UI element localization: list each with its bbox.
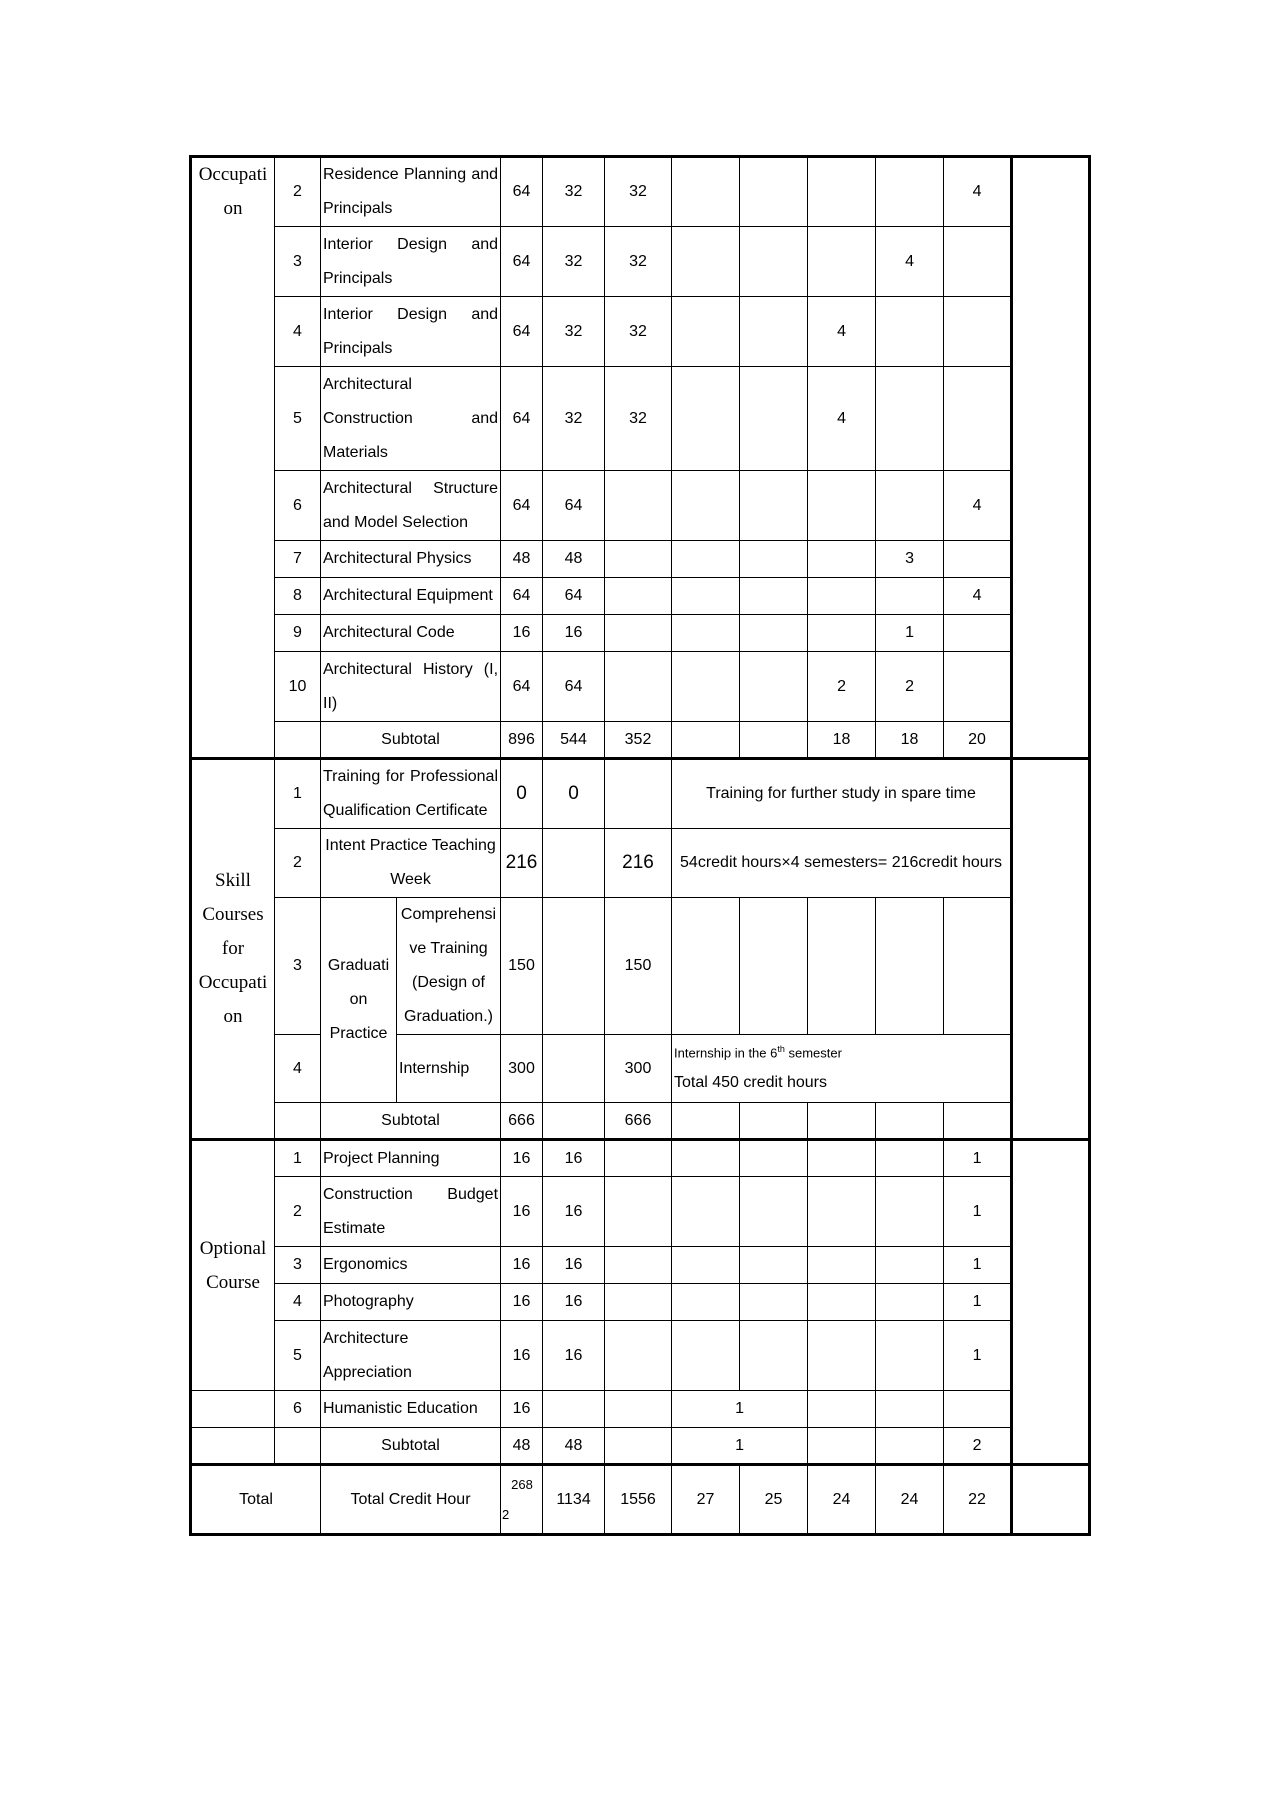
course-name: Ergonomics bbox=[321, 1247, 501, 1284]
semester-1 bbox=[672, 297, 740, 367]
total-hours: 0 bbox=[501, 759, 543, 829]
lecture-hours: 0 bbox=[543, 759, 605, 829]
semester-5 bbox=[944, 541, 1012, 578]
table-row bbox=[191, 652, 1090, 722]
course-no: 8 bbox=[275, 578, 321, 615]
course-no: 3 bbox=[275, 227, 321, 297]
total-hours: 64 bbox=[501, 578, 543, 615]
course-no: 9 bbox=[275, 615, 321, 652]
category-skill: Skill Courses for Occupati on bbox=[191, 759, 275, 1140]
table-row bbox=[191, 1177, 1090, 1247]
semester-4 bbox=[876, 1321, 944, 1391]
semester-5: 4 bbox=[944, 157, 1012, 227]
semester-4: 3 bbox=[876, 541, 944, 578]
semester-2 bbox=[740, 1177, 808, 1247]
semester-1 bbox=[672, 578, 740, 615]
semester-1 bbox=[672, 1140, 740, 1177]
total-hours: 666 bbox=[501, 1103, 543, 1140]
course-no: 5 bbox=[275, 367, 321, 471]
practice-hours: 300 bbox=[605, 1035, 672, 1103]
curriculum-table bbox=[189, 155, 1091, 1536]
practice-hours bbox=[605, 578, 672, 615]
lecture-hours: 32 bbox=[543, 227, 605, 297]
training-note: Training for further study in spare time bbox=[672, 759, 1012, 829]
semester-4 bbox=[876, 471, 944, 541]
practice-hours: 666 bbox=[605, 1103, 672, 1140]
semester-3 bbox=[808, 227, 876, 297]
course-no: 4 bbox=[275, 297, 321, 367]
semester-1 bbox=[672, 1321, 740, 1391]
semester-1 bbox=[672, 1177, 740, 1247]
practice-hours: 32 bbox=[605, 297, 672, 367]
table-row bbox=[191, 1140, 1090, 1177]
semester-4 bbox=[876, 367, 944, 471]
semester-5: 1 bbox=[944, 1321, 1012, 1391]
semester-3: 2 bbox=[808, 652, 876, 722]
semester-1 bbox=[672, 471, 740, 541]
semester-4 bbox=[876, 1428, 944, 1465]
lecture-hours: 32 bbox=[543, 157, 605, 227]
total-hours: 64 bbox=[501, 367, 543, 471]
table-row bbox=[191, 829, 1090, 898]
semester-2 bbox=[740, 1284, 808, 1321]
semester-3: 4 bbox=[808, 297, 876, 367]
semester-2 bbox=[740, 471, 808, 541]
lecture-hours: 48 bbox=[543, 541, 605, 578]
course-no: 6 bbox=[275, 471, 321, 541]
practice-hours bbox=[605, 652, 672, 722]
subtotal-row bbox=[191, 722, 1090, 759]
credit-hours-note: 54credit hours×4 semesters= 216credit hours bbox=[672, 829, 1012, 898]
practice-hours bbox=[605, 615, 672, 652]
course-no bbox=[275, 1428, 321, 1465]
semester-5 bbox=[944, 898, 1012, 1035]
practice-hours: 150 bbox=[605, 898, 672, 1035]
semester-2 bbox=[740, 1140, 808, 1177]
course-name: Internship bbox=[397, 1035, 501, 1103]
lecture-hours: 16 bbox=[543, 1284, 605, 1321]
semester-5: 20 bbox=[944, 722, 1012, 759]
semester-5 bbox=[944, 1391, 1012, 1428]
semester-3: 4 bbox=[808, 367, 876, 471]
semester-1 bbox=[672, 615, 740, 652]
course-no: 2 bbox=[275, 829, 321, 898]
semester-5: 4 bbox=[944, 471, 1012, 541]
lecture-hours: 16 bbox=[543, 1177, 605, 1247]
semester-5: 2 bbox=[944, 1428, 1012, 1465]
course-name: Photography bbox=[321, 1284, 501, 1321]
semester-2 bbox=[740, 541, 808, 578]
semester-4 bbox=[876, 578, 944, 615]
table-row bbox=[191, 367, 1090, 471]
total-hours: 48 bbox=[501, 541, 543, 578]
semester-1 bbox=[672, 1103, 740, 1140]
semester-3 bbox=[808, 898, 876, 1035]
semester-2 bbox=[740, 157, 808, 227]
semester-5: 22 bbox=[944, 1465, 1012, 1535]
practice-hours bbox=[605, 1140, 672, 1177]
total-hours: 896 bbox=[501, 722, 543, 759]
semester-3 bbox=[808, 1284, 876, 1321]
semester-4: 2 bbox=[876, 652, 944, 722]
practice-hours: 352 bbox=[605, 722, 672, 759]
table-row bbox=[191, 1391, 1090, 1428]
course-name: Residence Planning and Principals bbox=[321, 157, 501, 227]
total-hours: 16 bbox=[501, 1140, 543, 1177]
semester-3 bbox=[808, 1321, 876, 1391]
semester-1 bbox=[672, 227, 740, 297]
course-no: 7 bbox=[275, 541, 321, 578]
total-hours: 64 bbox=[501, 652, 543, 722]
lecture-hours bbox=[543, 1391, 605, 1428]
lecture-hours: 16 bbox=[543, 1321, 605, 1391]
total-row bbox=[191, 1465, 1090, 1535]
semester-1 bbox=[672, 898, 740, 1035]
semester-2 bbox=[740, 578, 808, 615]
total-label: Total bbox=[191, 1465, 321, 1535]
semester-2 bbox=[740, 367, 808, 471]
course-name: Architectural Construction and Materials bbox=[321, 367, 501, 471]
course-name: Architectural Structure and Model Selection bbox=[321, 471, 501, 541]
semester-3 bbox=[808, 1247, 876, 1284]
practice-hours bbox=[605, 1391, 672, 1428]
table-row bbox=[191, 541, 1090, 578]
practice-hours bbox=[605, 1177, 672, 1247]
course-name: Interior Design and Principals bbox=[321, 227, 501, 297]
course-name: Architectural Physics bbox=[321, 541, 501, 578]
course-no: 2 bbox=[275, 1177, 321, 1247]
practice-hours: 32 bbox=[605, 367, 672, 471]
semester-3 bbox=[808, 1103, 876, 1140]
semester-1 bbox=[672, 367, 740, 471]
semester-5: 1 bbox=[944, 1177, 1012, 1247]
semester-4: 4 bbox=[876, 227, 944, 297]
practice-hours bbox=[605, 471, 672, 541]
semester-5: 1 bbox=[944, 1284, 1012, 1321]
semester-2 bbox=[740, 1321, 808, 1391]
semester-3 bbox=[808, 1391, 876, 1428]
course-no: 3 bbox=[275, 1247, 321, 1284]
lecture-hours bbox=[543, 898, 605, 1035]
semester-2 bbox=[740, 227, 808, 297]
lecture-hours bbox=[543, 829, 605, 898]
course-no: 4 bbox=[275, 1035, 321, 1103]
subtotal-label: Subtotal bbox=[321, 722, 501, 759]
category-blank bbox=[191, 1391, 275, 1428]
practice-hours: 32 bbox=[605, 227, 672, 297]
remarks-cell bbox=[1012, 157, 1090, 759]
semester-5: 1 bbox=[944, 1140, 1012, 1177]
total-hours: 64 bbox=[501, 157, 543, 227]
remarks-cell bbox=[1012, 1140, 1090, 1465]
lecture-hours: 16 bbox=[543, 615, 605, 652]
table-row bbox=[191, 1321, 1090, 1391]
course-no bbox=[275, 722, 321, 759]
semester-4 bbox=[876, 297, 944, 367]
internship-note-line1: Internship in the 6th semester bbox=[674, 1044, 842, 1061]
lecture-hours: 16 bbox=[543, 1247, 605, 1284]
internship-note-line2: Total 450 credit hours bbox=[674, 1073, 827, 1091]
semester-1: 27 bbox=[672, 1465, 740, 1535]
course-name: Intent Practice Teaching Week bbox=[321, 829, 501, 898]
remarks-cell bbox=[1012, 759, 1090, 1140]
semester-3 bbox=[808, 157, 876, 227]
semester-4: 1 bbox=[876, 615, 944, 652]
course-no bbox=[275, 1103, 321, 1140]
semester-4 bbox=[876, 1247, 944, 1284]
semester-4 bbox=[876, 1391, 944, 1428]
category-blank bbox=[191, 1428, 275, 1465]
internship-note bbox=[672, 1035, 1012, 1103]
semester-2: 25 bbox=[740, 1465, 808, 1535]
semester-2 bbox=[740, 1247, 808, 1284]
course-no: 4 bbox=[275, 1284, 321, 1321]
total-hours: 150 bbox=[501, 898, 543, 1035]
graduation-practice-group: Graduati on Practice bbox=[321, 898, 397, 1103]
total-hours: 64 bbox=[501, 471, 543, 541]
semester-1 bbox=[672, 722, 740, 759]
semester-5 bbox=[944, 615, 1012, 652]
category-optional: Optional Course bbox=[191, 1140, 275, 1391]
total-hours: 64 bbox=[501, 227, 543, 297]
table-row bbox=[191, 471, 1090, 541]
semester-2 bbox=[740, 898, 808, 1035]
practice-hours bbox=[605, 1321, 672, 1391]
semester-2 bbox=[740, 652, 808, 722]
semester-3: 18 bbox=[808, 722, 876, 759]
semester-4 bbox=[876, 898, 944, 1035]
total-hours: 16 bbox=[501, 1391, 543, 1428]
total-hours: 64 bbox=[501, 297, 543, 367]
table-row bbox=[191, 1284, 1090, 1321]
semester-3 bbox=[808, 1140, 876, 1177]
subtotal-label: Subtotal bbox=[321, 1428, 501, 1465]
lecture-hours: 64 bbox=[543, 471, 605, 541]
semester-2 bbox=[740, 1103, 808, 1140]
semester-1-2: 1 bbox=[672, 1391, 808, 1428]
practice-hours bbox=[605, 1284, 672, 1321]
practice-hours: 1556 bbox=[605, 1465, 672, 1535]
semester-3 bbox=[808, 1177, 876, 1247]
remarks-cell bbox=[1012, 1465, 1090, 1535]
subtotal-row bbox=[191, 1428, 1090, 1465]
semester-3 bbox=[808, 578, 876, 615]
semester-3 bbox=[808, 471, 876, 541]
course-name: Architectural History (I, II) bbox=[321, 652, 501, 722]
semester-5 bbox=[944, 227, 1012, 297]
course-name: Humanistic Education bbox=[321, 1391, 501, 1428]
lecture-hours: 64 bbox=[543, 652, 605, 722]
total-hours: 300 bbox=[501, 1035, 543, 1103]
lecture-hours: 32 bbox=[543, 367, 605, 471]
semester-5 bbox=[944, 1103, 1012, 1140]
table-row bbox=[191, 297, 1090, 367]
lecture-hours: 1134 bbox=[543, 1465, 605, 1535]
semester-2 bbox=[740, 615, 808, 652]
subtotal-label: Subtotal bbox=[321, 1103, 501, 1140]
total-hours: 16 bbox=[501, 1177, 543, 1247]
course-name: Project Planning bbox=[321, 1140, 501, 1177]
semester-1-2: 1 bbox=[672, 1428, 808, 1465]
course-no: 6 bbox=[275, 1391, 321, 1428]
semester-4 bbox=[876, 157, 944, 227]
total-hours: 16 bbox=[501, 1321, 543, 1391]
total-hours: 16 bbox=[501, 1284, 543, 1321]
course-no: 10 bbox=[275, 652, 321, 722]
lecture-hours bbox=[543, 1035, 605, 1103]
semester-5: 1 bbox=[944, 1247, 1012, 1284]
semester-1 bbox=[672, 1284, 740, 1321]
semester-4: 24 bbox=[876, 1465, 944, 1535]
practice-hours: 216 bbox=[605, 829, 672, 898]
semester-1 bbox=[672, 1247, 740, 1284]
practice-hours bbox=[605, 1428, 672, 1465]
course-name: Comprehensi ve Training (Design of Graduation.) bbox=[397, 898, 501, 1035]
table-row bbox=[191, 578, 1090, 615]
course-name: Interior Design and Principals bbox=[321, 297, 501, 367]
course-no: 1 bbox=[275, 759, 321, 829]
semester-3 bbox=[808, 1428, 876, 1465]
table-row bbox=[191, 157, 1090, 227]
course-no: 5 bbox=[275, 1321, 321, 1391]
total-hours: 16 bbox=[501, 1247, 543, 1284]
semester-3 bbox=[808, 615, 876, 652]
lecture-hours: 48 bbox=[543, 1428, 605, 1465]
course-name: Architecture Appreciation bbox=[321, 1321, 501, 1391]
table-row bbox=[191, 1247, 1090, 1284]
semester-1 bbox=[672, 541, 740, 578]
practice-hours: 32 bbox=[605, 157, 672, 227]
semester-5 bbox=[944, 652, 1012, 722]
course-no: 3 bbox=[275, 898, 321, 1035]
semester-4 bbox=[876, 1177, 944, 1247]
semester-3 bbox=[808, 541, 876, 578]
semester-5 bbox=[944, 367, 1012, 471]
semester-4: 18 bbox=[876, 722, 944, 759]
category-occupation: Occupati on bbox=[191, 157, 275, 759]
course-name: Architectural Code bbox=[321, 615, 501, 652]
lecture-hours: 544 bbox=[543, 722, 605, 759]
course-no: 2 bbox=[275, 157, 321, 227]
course-no: 1 bbox=[275, 1140, 321, 1177]
course-name: Architectural Equipment bbox=[321, 578, 501, 615]
lecture-hours bbox=[543, 1103, 605, 1140]
practice-hours bbox=[605, 541, 672, 578]
semester-1 bbox=[672, 157, 740, 227]
semester-5: 4 bbox=[944, 578, 1012, 615]
semester-5 bbox=[944, 297, 1012, 367]
total-hours: 16 bbox=[501, 615, 543, 652]
course-name: Training for Professional Qualification Certificate bbox=[321, 759, 501, 829]
semester-4 bbox=[876, 1103, 944, 1140]
course-name: Construction Budget Estimate bbox=[321, 1177, 501, 1247]
lecture-hours: 16 bbox=[543, 1140, 605, 1177]
practice-hours bbox=[605, 759, 672, 829]
lecture-hours: 32 bbox=[543, 297, 605, 367]
total-credit-hour-label: Total Credit Hour bbox=[321, 1465, 501, 1535]
total-hours: 268 2 bbox=[501, 1465, 543, 1535]
semester-2 bbox=[740, 297, 808, 367]
total-hours: 48 bbox=[501, 1428, 543, 1465]
lecture-hours: 64 bbox=[543, 578, 605, 615]
practice-hours bbox=[605, 1247, 672, 1284]
table-row bbox=[191, 759, 1090, 829]
semester-1 bbox=[672, 652, 740, 722]
semester-3: 24 bbox=[808, 1465, 876, 1535]
table-row bbox=[191, 898, 1090, 1035]
total-hours: 216 bbox=[501, 829, 543, 898]
subtotal-row bbox=[191, 1103, 1090, 1140]
table-row bbox=[191, 227, 1090, 297]
semester-4 bbox=[876, 1140, 944, 1177]
semester-2 bbox=[740, 722, 808, 759]
table-row bbox=[191, 615, 1090, 652]
semester-4 bbox=[876, 1284, 944, 1321]
